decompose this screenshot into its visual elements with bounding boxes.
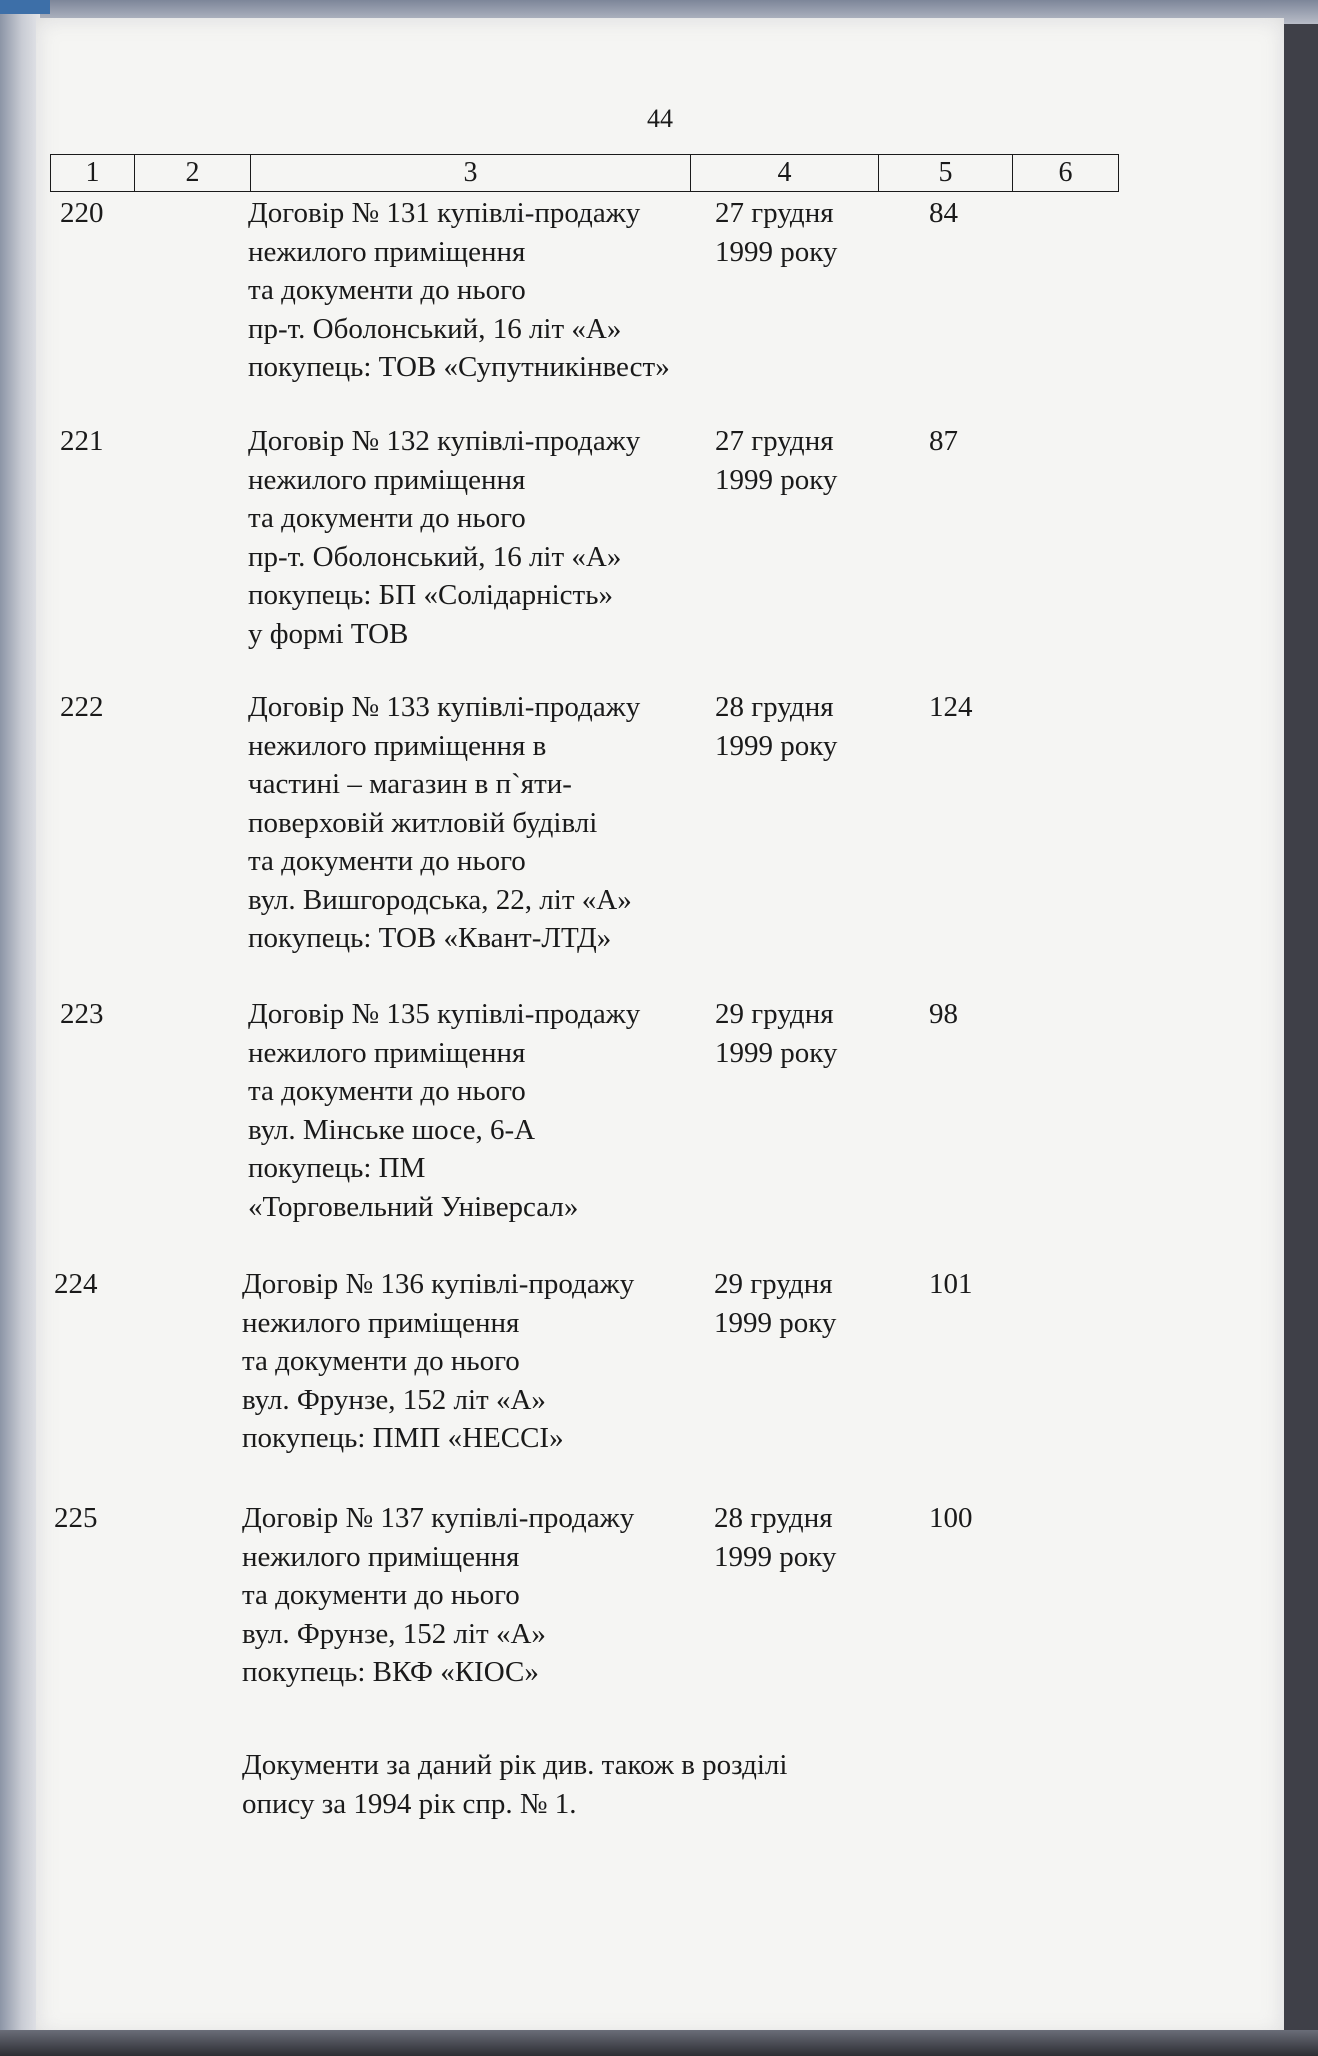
column-header-5: 5: [879, 155, 1013, 192]
scan-edge-left: [0, 0, 40, 2056]
page-number: 44: [647, 104, 673, 133]
column-header-1: 1: [51, 155, 135, 192]
entry-title: Договір № 132 купівлі-продажу нежилого приміщення та документи до нього пр-т. Оболонський, 16 літ «А» покупець: БП «Солідарність» у формі ТОВ: [248, 425, 641, 650]
entry-number: 223: [60, 998, 104, 1030]
column-header-4: 4: [691, 155, 879, 192]
document-page: [36, 18, 1284, 2036]
entry-date: 28 грудня 1999 року: [715, 691, 838, 762]
column-header-3: 3: [251, 155, 691, 192]
entry-number: 220: [60, 197, 104, 229]
entry-pages: 101: [929, 1268, 973, 1300]
entry-date: 29 грудня 1999 року: [714, 1268, 837, 1339]
entry-pages: 87: [929, 425, 958, 457]
entry-date: 27 грудня 1999 року: [715, 197, 838, 268]
entry-pages: 124: [929, 691, 973, 723]
entry-number: 225: [54, 1502, 98, 1534]
entry-date: 28 грудня 1999 року: [714, 1502, 837, 1573]
column-header-table: [50, 154, 1119, 192]
entry-pages: 100: [929, 1502, 973, 1534]
entry-date: 29 грудня 1999 року: [715, 998, 838, 1069]
entry-title: Договір № 133 купівлі-продажу нежилого приміщення в частині – магазин в п`яти- поверховій житловій будівлі та документи до нього вул. Вишгородська, 22, літ «А» покупець: ТОВ «Квант-ЛТД»: [248, 691, 641, 954]
entry-title: Договір № 135 купівлі-продажу нежилого приміщення та документи до нього вул. Мінське шосе, 6-А покупець: ПМ «Торговельний Універсал»: [248, 998, 641, 1223]
entry-title: Договір № 131 купівлі-продажу нежилого приміщення та документи до нього пр-т. Оболонський, 16 літ «А» покупець: ТОВ «Супутникінвест»: [248, 197, 670, 383]
entry-number: 224: [54, 1268, 98, 1300]
entry-date: 27 грудня 1999 року: [715, 425, 838, 496]
entry-pages: 98: [929, 998, 958, 1030]
scan-edge-bottom: [0, 2030, 1318, 2056]
entry-number: 222: [60, 691, 104, 723]
entry-pages: 84: [929, 197, 958, 229]
reference-note-text: Документи за даний рік див. також в розділі опису за 1994 рік спр. № 1.: [242, 1749, 788, 1820]
entry-title: Договір № 136 купівлі-продажу нежилого приміщення та документи до нього вул. Фрунзе, 152 літ «А» покупець: ПМП «НЕССІ»: [242, 1268, 635, 1454]
entry-number: 221: [60, 425, 104, 457]
column-header-6: 6: [1013, 155, 1119, 192]
column-header-2: 2: [135, 155, 251, 192]
entry-title: Договір № 137 купівлі-продажу нежилого приміщення та документи до нього вул. Фрунзе, 152 літ «А» покупець: ВКФ «КІОС»: [242, 1502, 635, 1688]
scan-corner-mark: [0, 0, 50, 14]
